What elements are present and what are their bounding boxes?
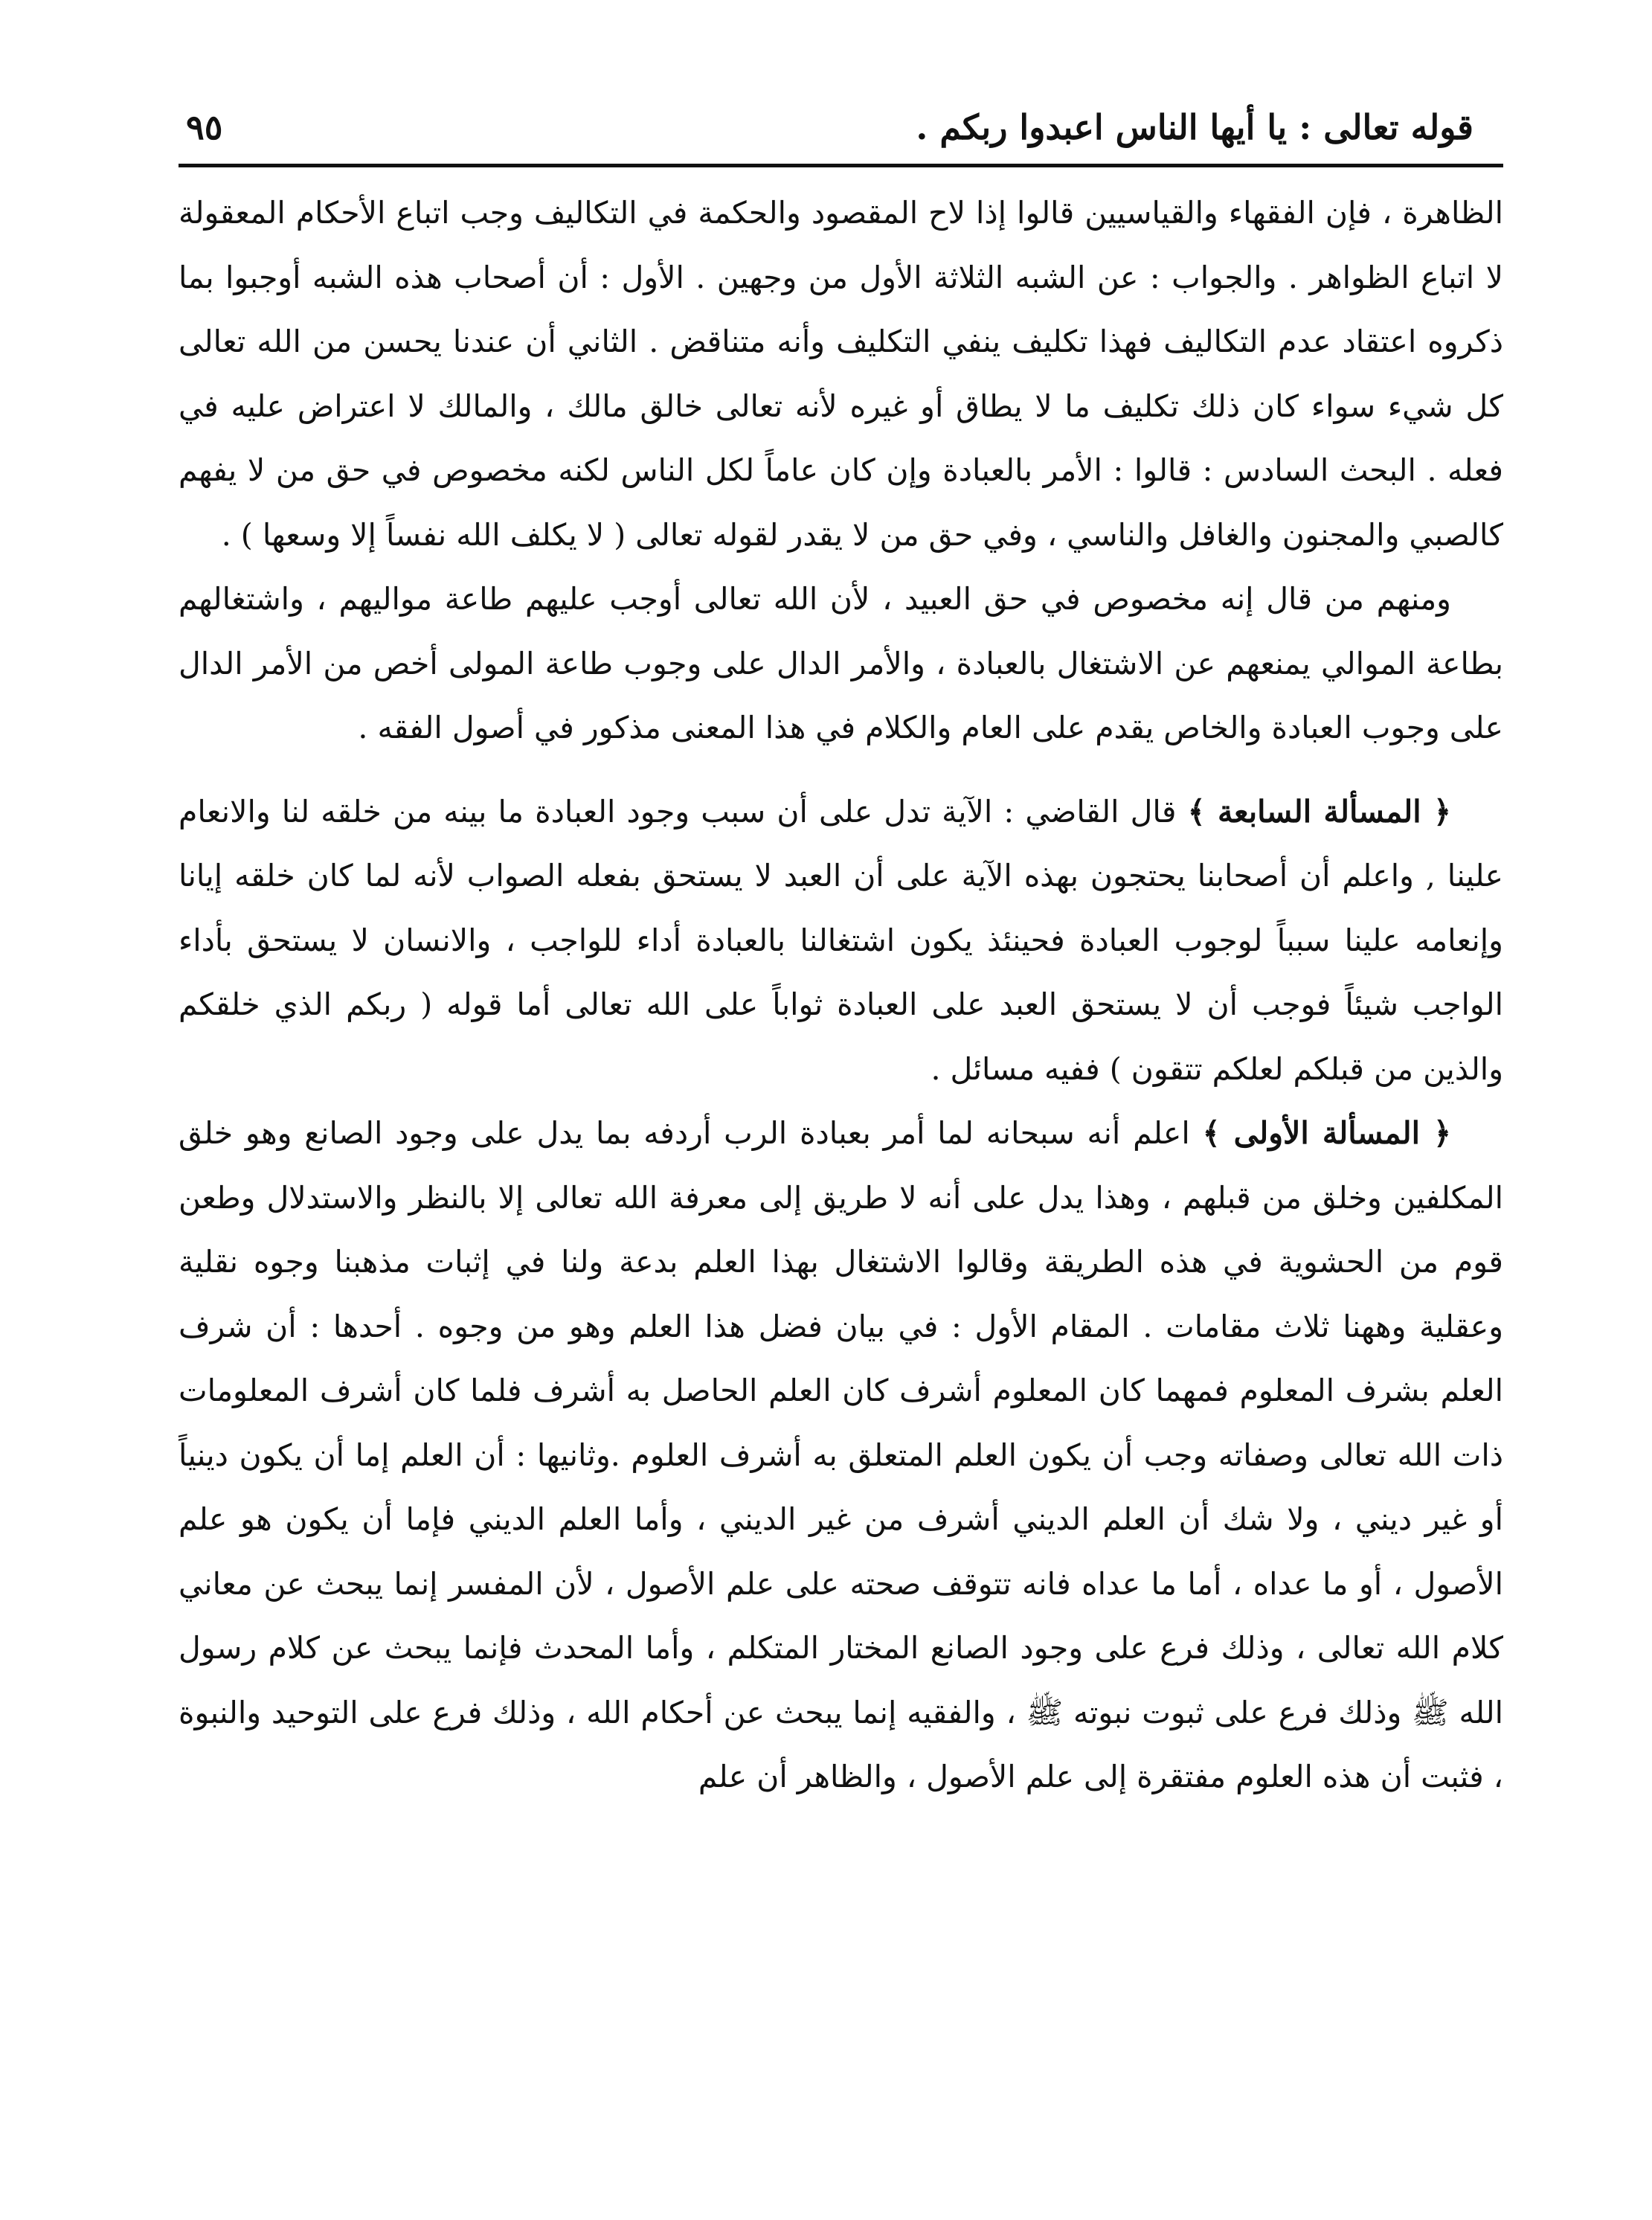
paragraph-text: اعلم أنه سبحانه لما أمر بعبادة الرب أردفه بما يدل على وجود الصانع وهو خلق المكلفين وخلق من قبلهم ، وهذا يدل على أنه لا طريق إلى معرفة الله تعالى إلا بالنظر والاستدلال وطعن قوم من الحشوية في هذه الطريقة وقالوا الاشتغال بهذا العلم بدعة ولنا في إثبات مذهبنا وجوه نقلية وعقلية وههنا ثلاث مقامات . المقام الأول : في بيان فضل هذا العلم وهو من وجوه . أحدها : أن شرف العلم بشرف المعلوم فمهما كان المعلوم أشرف كان العلم الحاصل به أشرف فلما كان أشرف المعلومات ذات الله تعالى وصفاته وجب أن يكون العلم المتعلق به أشرف العلوم .وثانيها : أن العلم إما أن يكون دينياً أو غير ديني ، ولا شك أن العلم الديني أشرف من غير الديني ، وأما العلم الديني فإما أن يكون هو علم الأصول ، أو ما عداه ، أما ما عداه فانه تتوقف صحته على علم الأصول ، لأن المفسر إنما يبحث عن معاني كلام الله تعالى ، وذلك فرع على وجود الصانع المختار المتكلم ، وأما المحدث فإنما يبحث عن كلام رسول الله ﷺ وذلك فرع على ثبوت نبوته ﷺ ، والفقيه إنما يبحث عن أحكام الله ، وذلك فرع على التوحيد والنبوة ، فثبت أن هذه العلوم مفتقرة إلى علم الأصول ، والظاهر أن علم (179, 1115, 1503, 1794)
paragraph-text: قال القاضي : الآية تدل على أن سبب وجود العبادة ما بينه من خلقه لنا والانعام علينا , واعلم أن أصحابنا يحتجون بهذه الآية على أن العبد لا يستحق بفعله الصواب لأنه لما كان خلقه إيانا وإنعامه علينا سبباً لوجوب العبادة فحينئذ يكون اشتغالنا بالعبادة أداء للواجب ، والانسان لا يستحق بأداء الواجب شيئاً فوجب أن لا يستحق العبد على العبادة ثواباً على الله تعالى أما قوله ( ربكم الذي خلقكم والذين من قبلكم لعلكم تتقون ) ففيه مسائل . (179, 793, 1503, 1087)
section-heading: ﴿ المسألة السابعة ﴾ (1187, 793, 1451, 830)
running-header (179, 82, 1503, 147)
paragraph-2 (179, 567, 1503, 760)
page-body (179, 181, 1503, 1809)
paragraph-text: ومنهم من قال إنه مخصوص في حق العبيد ، لأن الله تعالى أوجب عليهم طاعة مواليهم ، واشتغالهم بطاعة الموالي يمنعهم عن الاشتغال بالعبادة ، والأمر الدال على وجوب طاعة المولى أخص من الأمر الدال على وجوب العبادة والخاص يقدم على العام والكلام في هذا المعنى مذكور في أصول الفقه . (179, 581, 1503, 745)
running-title: قوله تعالى : يا أيها الناس اعبدوا ربكم . (916, 107, 1473, 147)
page-number: ٩٥ (186, 107, 223, 147)
paragraph-text: الظاهرة ، فإن الفقهاء والقياسيين قالوا إذا لاح المقصود والحكمة في التكاليف وجب اتباع الأحكام المعقولة لا اتباع الظواهر . والجواب : عن الشبه الثلاثة الأول من وجهين . الأول : أن أصحاب هذه الشبه أوجبوا بما ذكروه اعتقاد عدم التكاليف فهذا تكليف ينفي التكليف وأنه متناقض . الثاني أن عندنا يحسن من الله تعالى كل شيء سواء كان ذلك تكليف ما لا يطاق أو غيره لأنه تعالى خالق مالك ، والمالك لا اعتراض عليه في فعله . البحث السادس : قالوا : الأمر بالعبادة وإن كان عاماً لكل الناس لكنه مخصوص في حق من لا يفهم كالصبي والمجنون والغافل والناسي ، وفي حق من لا يقدر لقوله تعالى ( لا يكلف الله نفساً إلا وسعها ) . (179, 195, 1503, 553)
header-divider (179, 164, 1503, 167)
paragraph-4 (179, 1101, 1503, 1809)
paragraph-3 (179, 780, 1503, 1102)
paragraph-1 (179, 181, 1503, 567)
section-heading: ﴿ المسألة الأولى ﴾ (1202, 1115, 1451, 1151)
